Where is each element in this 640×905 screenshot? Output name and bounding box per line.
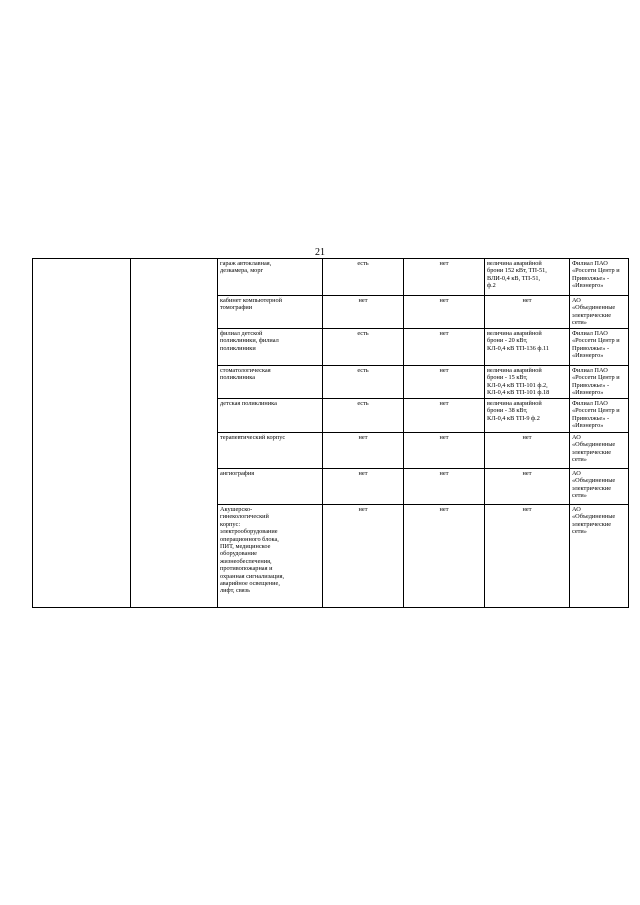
object-cell: кабинет компьютерной томографии xyxy=(220,297,283,312)
status-cell: нет xyxy=(358,506,368,513)
reserve-cell: величина аварийной брони - 20 кВт, КЛ-0,4 кВ ТП-136 ф.11 xyxy=(487,330,550,352)
supplier-cell: АО «Объединенные электрические сети» xyxy=(572,506,616,536)
status-cell: нет xyxy=(439,506,449,513)
supplier-cell: Филиал ПАО «Россети Центр и Приволжье» - «Ивэнерго» xyxy=(572,260,620,290)
status-cell: есть xyxy=(357,367,369,374)
table-row xyxy=(33,259,629,296)
status-cell: нет xyxy=(439,297,449,304)
status-cell: нет xyxy=(439,400,449,407)
status-cell: нет xyxy=(358,434,368,441)
object-cell: терапевтический корпус xyxy=(220,434,286,441)
object-cell: детская поликлиника xyxy=(220,400,277,407)
supplier-cell: АО «Объединенные электрические сети» xyxy=(572,434,616,464)
status-cell: нет xyxy=(439,330,449,337)
reserve-cell: нет xyxy=(522,506,532,513)
object-cell: ангиография xyxy=(220,470,255,477)
reserve-cell: нет xyxy=(522,297,532,304)
object-cell: Акушерско- гинекологический корпус: электрооборудование операционного блока, ПИТ, медицинское оборудование жизнеобеспечения, противопожарная и охранная сигнализация, аварийное освещение, лифт, связь xyxy=(220,506,285,595)
reserve-cell: нет xyxy=(522,470,532,477)
status-cell: нет xyxy=(358,297,368,304)
supplier-cell: АО «Объединенные электрические сети» xyxy=(572,297,616,327)
data-table xyxy=(32,258,629,608)
object-cell: гараж автоклавная, дезкамера, морг xyxy=(220,260,272,275)
supplier-cell: Филиал ПАО «Россети Центр и Приволжье» - «Ивэнерго» xyxy=(572,330,620,360)
object-cell: стоматологическая поликлиника xyxy=(220,367,271,382)
reserve-cell: нет xyxy=(522,434,532,441)
reserve-cell: величина аварийной брони - 15 кВт, КЛ-0,4 кВ ТП-101 ф.2, КЛ-0,4 кВ ТП-101 ф.18 xyxy=(487,367,550,397)
status-cell: есть xyxy=(357,330,369,337)
empty-cell-col1 xyxy=(33,259,131,608)
supplier-cell: Филиал ПАО «Россети Центр и Приволжье» - «Ивэнерго» xyxy=(572,367,620,397)
reserve-cell: величина аварийной брони - 38 кВт, КЛ-0,4 кВ ТП-9 ф.2 xyxy=(487,400,542,422)
status-cell: нет xyxy=(439,434,449,441)
page-number: 21 xyxy=(315,247,325,258)
status-cell: есть xyxy=(357,400,369,407)
empty-cell-col2 xyxy=(131,259,218,608)
status-cell: нет xyxy=(358,470,368,477)
object-cell: филиал детской поликлиники, филиал поликлиники xyxy=(220,330,279,352)
status-cell: нет xyxy=(439,367,449,374)
status-cell: нет xyxy=(439,470,449,477)
supplier-cell: Филиал ПАО «Россети Центр и Приволжье» - «Ивэнерго» xyxy=(572,400,620,430)
reserve-cell: величина аварийной брони 152 кВт, ТП-51, ВЛИ-0,4 кВ, ТП-51, ф.2 xyxy=(487,260,547,290)
status-cell: нет xyxy=(439,260,449,267)
supplier-cell: АО «Объединенные электрические сети» xyxy=(572,470,616,500)
status-cell: есть xyxy=(357,260,369,267)
